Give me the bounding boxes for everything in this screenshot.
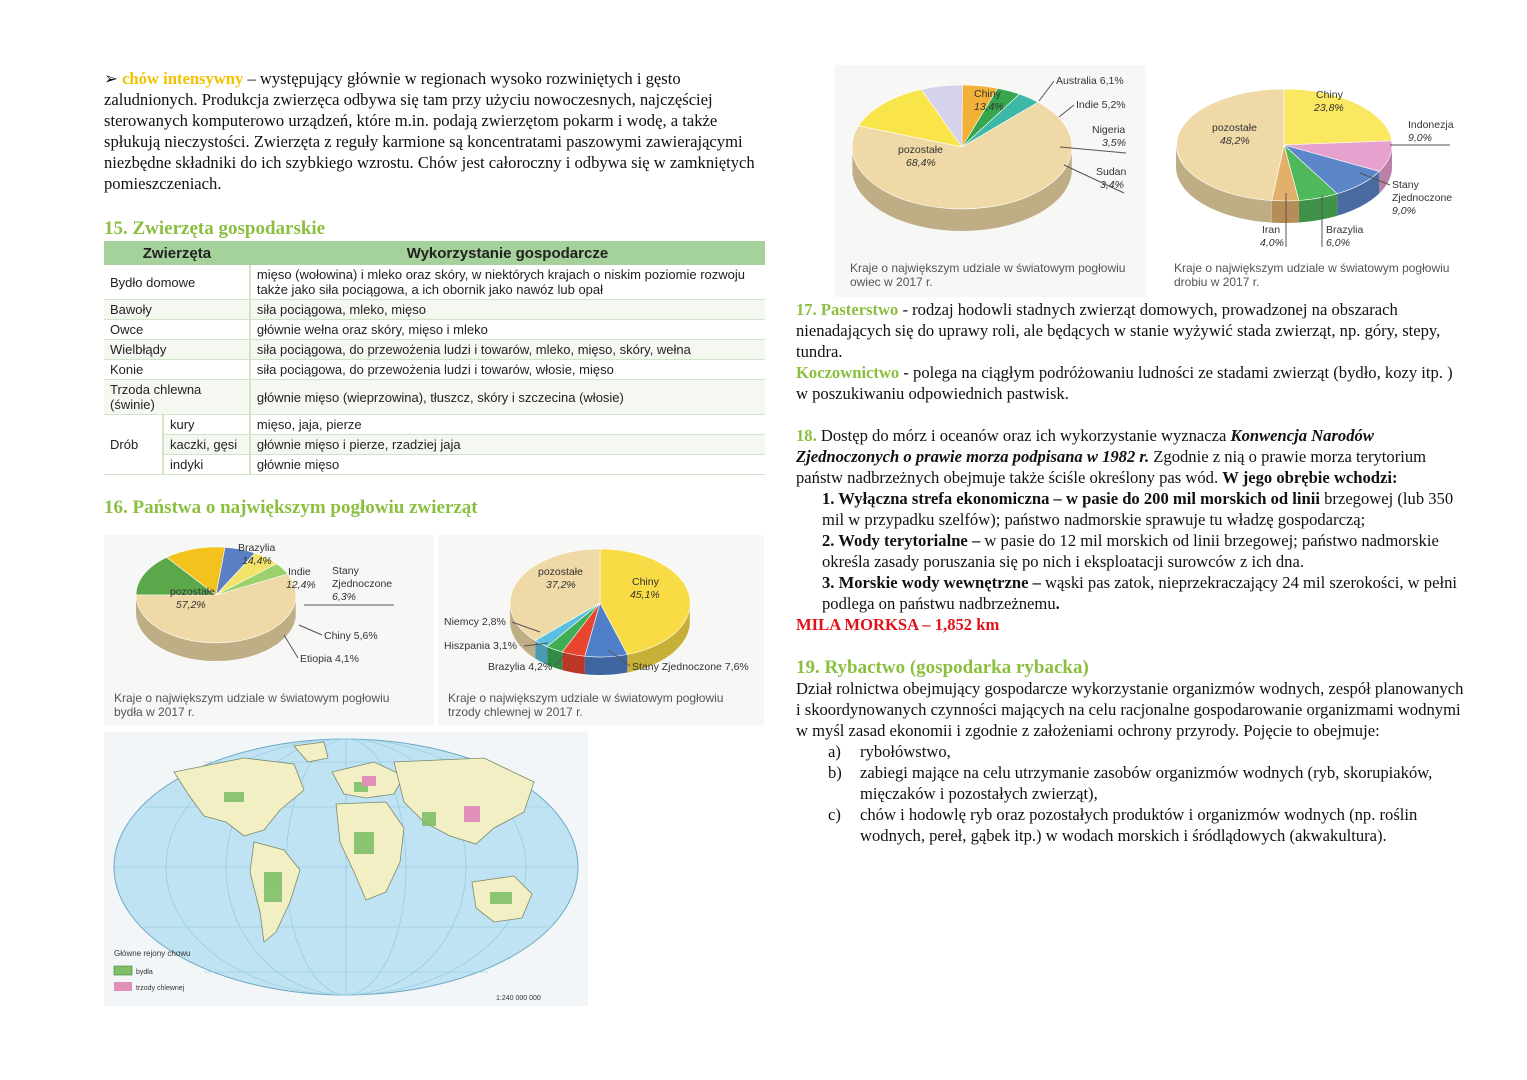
list-item bbox=[796, 741, 1464, 762]
pigs-label-germany: Niemcy 2,8% bbox=[444, 616, 506, 628]
table-cell-use: siła pociągowa, mleko, mięso bbox=[250, 300, 765, 320]
s18-item-3 bbox=[822, 572, 1464, 614]
cattle-label-rest: pozostałe bbox=[170, 586, 215, 598]
section-19-title: 19. Rybactwo (gospodarka rybacka) bbox=[796, 657, 1089, 678]
table-cell-use: siła pociągowa, do przewożenia ludzi i towarów, mleko, mięso, skóry, wełna bbox=[250, 340, 765, 360]
world-map bbox=[104, 732, 588, 1006]
cattle-value-rest: 57,2% bbox=[176, 599, 206, 611]
cattle-label-ethiopia: Etiopia 4,1% bbox=[300, 653, 359, 665]
list-item-text: zabiegi mające na celu utrzymanie zasobów organizmów wodnych (ryb, skorupiaków, mięczaków i pozostałych zwierząt), bbox=[860, 763, 1433, 803]
s19-list bbox=[796, 741, 1464, 846]
world-map-svg bbox=[104, 732, 588, 1006]
sheep-leader-australia bbox=[1039, 81, 1054, 101]
poultry-value-iran: 4,0% bbox=[1260, 237, 1284, 249]
table-cell-animal: kaczki, gęsi bbox=[163, 435, 250, 455]
cattle-value-india: 12,4% bbox=[286, 579, 316, 591]
pigs-value-china: 45,1% bbox=[630, 589, 660, 601]
intensive-term: chów intensywny bbox=[122, 69, 244, 88]
table-row bbox=[104, 415, 765, 435]
poultry-value-china: 23,8% bbox=[1314, 102, 1344, 114]
table-row bbox=[104, 265, 765, 300]
poultry-value-indonesia: 9,0% bbox=[1408, 132, 1432, 144]
table-cell-animal: Trzoda chlewna (świnie) bbox=[104, 380, 250, 415]
table-row bbox=[104, 435, 765, 455]
livestock-table bbox=[104, 241, 765, 475]
table-header-use: Wykorzystanie gospodarcze bbox=[250, 241, 765, 265]
pigs-chart bbox=[438, 535, 764, 725]
cattle-label-brazil: Brazylia bbox=[238, 542, 276, 554]
table-row bbox=[104, 455, 765, 475]
table-cell-animal: Konie bbox=[104, 360, 250, 380]
nautical-mile: MILA MORKSA – 1,852 km bbox=[796, 615, 1000, 634]
left-column bbox=[104, 68, 776, 519]
pigs-label-china: Chiny bbox=[632, 576, 659, 588]
s18-item-2-bold: 2. Wody terytorialne – bbox=[822, 531, 981, 550]
sheep-label-nigeria: Nigeria bbox=[1092, 124, 1126, 136]
sheep-label-australia: Australia 6,1% bbox=[1056, 75, 1124, 87]
s18-mid: Zgodnie z nią o prawie morza terytorium państw nadbrzeżnych obejmuje także ściśle określony pas wód. bbox=[796, 447, 1427, 487]
list-marker: b) bbox=[828, 763, 842, 782]
map-legend-title: Główne rejony chowu bbox=[114, 949, 191, 958]
s18-item-3-dot: . bbox=[1055, 594, 1060, 613]
sheep-pie-svg bbox=[834, 65, 1146, 255]
table-header-animals: Zwierzęta bbox=[104, 241, 250, 265]
pasterstwo-text: - rodzaj hodowli stadnych zwierząt domowych, prowadzonej na obszarach nienadających się do uprawy roli, ale będących w stanie wyżywić stada zwierząt, np. góry, stepy, tundra. bbox=[796, 300, 1441, 361]
cattle-label-china: Chiny 5,6% bbox=[324, 630, 378, 642]
sheep-label-rest: pozostałe bbox=[898, 144, 943, 156]
poultry-label-usa1: Stany bbox=[1392, 179, 1419, 191]
table-cell-use: głównie mięso i pierze, rzadziej jaja bbox=[250, 435, 765, 455]
map-scale: 1:240 000 000 bbox=[496, 995, 541, 1002]
section-15-title: 15. Zwierzęta gospodarskie bbox=[104, 218, 326, 239]
poultry-label-rest: pozostałe bbox=[1212, 122, 1257, 134]
poultry-label-brazil: Brazylia bbox=[1326, 224, 1364, 236]
pigs-value-rest: 37,2% bbox=[546, 579, 576, 591]
table-cell-use: głównie mięso (wieprzowina), tłuszcz, skóry i szczecina (włosie) bbox=[250, 380, 765, 415]
section-17-num: 17. bbox=[796, 300, 817, 319]
cattle-label-usa2: Zjednoczone bbox=[332, 578, 393, 590]
sheep-caption: Kraje o największym udziale w światowym pogłowiu owiec w 2017 r. bbox=[850, 261, 1126, 289]
poultry-label-usa2: Zjednoczone bbox=[1392, 192, 1453, 204]
table-cell-use: siła pociągowa, do przewożenia ludzi i towarów, włosie, mięso bbox=[250, 360, 765, 380]
sheep-value-rest: 68,4% bbox=[906, 157, 936, 169]
s18-item-3-text: wąski pas zatok, nieprzekraczający 24 mil szerokości, w pełni podlega on państwu nadbrzeżnemu bbox=[822, 573, 1457, 613]
cattle-leader-ethiopia bbox=[284, 635, 298, 658]
pigs-label-rest: pozostałe bbox=[538, 566, 583, 578]
list-item-text: rybołówstwo, bbox=[860, 742, 951, 761]
s18-item-3-bold: 3. Morskie wody wewnętrzne – bbox=[822, 573, 1041, 592]
table-cell-use: głównie wełna oraz skóry, mięso i mleko bbox=[250, 320, 765, 340]
s18-bold-end: W jego obrębie wchodzi: bbox=[1222, 468, 1398, 487]
bullet-marker: ➢ bbox=[104, 69, 118, 88]
cattle-leader-china bbox=[299, 625, 322, 635]
table-row bbox=[104, 300, 765, 320]
s18-item-2 bbox=[822, 530, 1464, 572]
table-cell-use: mięso, jaja, pierze bbox=[250, 415, 765, 435]
legend-pigs-swatch bbox=[114, 982, 132, 991]
table-cell-animal: Wielbłądy bbox=[104, 340, 250, 360]
pigs-label-usa: Stany Zjednoczone 7,6% bbox=[632, 661, 749, 673]
s18-item-1-text: brzegowej (lub 350 mil w przypadku szelfów); państwo nadmorskie sprawuje tu władzę gospodarczą; bbox=[822, 489, 1454, 529]
legend-cattle-swatch bbox=[114, 966, 132, 975]
s18-item-1 bbox=[822, 488, 1464, 530]
table-cell-use: mięso (wołowina) i mleko oraz skóry, w niektórych krajach o niskim poziomie rozwoju także jako siła pociągowa, a ich obornik jako nawóz lub opał bbox=[250, 265, 765, 300]
term-pasterstwo: Pasterstwo bbox=[820, 300, 899, 319]
pigs-label-brazil: Brazylia 4,2% bbox=[488, 661, 553, 673]
pie-side-iran bbox=[1272, 201, 1299, 224]
cattle-value-usa: 6,3% bbox=[332, 591, 356, 603]
s18-intro: Dostęp do mórz i oceanów oraz ich wykorzystanie wyznacza bbox=[816, 426, 1231, 445]
cattle-pie-svg bbox=[104, 535, 434, 685]
cattle-caption: Kraje o największym udziale w światowym pogłowiu bydła w 2017 r. bbox=[114, 691, 390, 719]
pigs-label-spain: Hiszpania 3,1% bbox=[444, 640, 517, 652]
s19-text: Dział rolnictwa obejmujący gospodarcze wykorzystanie organizmów wodnych, zespół planowanych i skoordynowanych czynności mających na celu racjonalne gospodarowanie organizmami wodnymi w myśl zasad ekonomii i zgodnie z założeniami ochrony przyrody. Pojęcie to obejmuje: bbox=[796, 679, 1464, 740]
s18-convention: Konwencja Narodów Zjednoczonych o prawie morza podpisana w 1982 r. bbox=[796, 426, 1374, 466]
poultry-value-usa: 9,0% bbox=[1392, 205, 1416, 217]
section-16-title: 16. Państwa o największym pogłowiu zwierząt bbox=[104, 497, 478, 518]
cattle-value-brazil: 14,4% bbox=[242, 555, 272, 567]
s18-item-2-text: w pasie do 12 mil morskich od linii brzegowej; państwo nadmorskie określa zasady poruszania się po nich i eksploatacji surowców z ich dna. bbox=[822, 531, 1439, 571]
sheep-label-sudan: Sudan bbox=[1096, 166, 1127, 178]
cattle-chart bbox=[104, 535, 434, 725]
sheep-value-nigeria: 3,5% bbox=[1102, 137, 1126, 149]
list-marker: a) bbox=[828, 742, 841, 761]
table-cell-use: głównie mięso bbox=[250, 455, 765, 475]
section-18-num: 18. bbox=[796, 426, 817, 445]
table-cell-animal: Bawoły bbox=[104, 300, 250, 320]
table-row bbox=[104, 340, 765, 360]
koczownictwo-text: - polega na ciągłym podróżowaniu ludności ze stadami zwierząt (bydło, kozy itp. ) w poszukiwaniu odpowiednich pastwisk. bbox=[796, 363, 1453, 403]
poultry-chart bbox=[1164, 65, 1464, 297]
list-marker: c) bbox=[828, 805, 841, 824]
list-item bbox=[796, 804, 1464, 846]
table-cell-poultry-group: Drób bbox=[104, 415, 163, 475]
list-item bbox=[796, 762, 1464, 804]
pie-side-stany-zjednoczone bbox=[585, 655, 628, 676]
table-cell-animal: kury bbox=[163, 415, 250, 435]
s18-list bbox=[796, 488, 1464, 614]
list-item-text: chów i hodowlę ryb oraz pozostałych produktów i organizmów wodnych (np. roślin wodnych, pereł, gąbek itp.) w wodach morskich i śródlądowych (akwakultura). bbox=[860, 805, 1418, 845]
cattle-label-india: Indie bbox=[288, 566, 311, 578]
section-18 bbox=[796, 425, 1464, 488]
poultry-caption: Kraje o największym udziale w światowym pogłowiu drobiu w 2017 r. bbox=[1174, 261, 1450, 289]
cattle-label-usa1: Stany bbox=[332, 565, 359, 577]
pigs-pie-svg bbox=[438, 535, 764, 685]
map-legend-cattle: bydła bbox=[136, 969, 153, 976]
table-row bbox=[104, 320, 765, 340]
section-17 bbox=[796, 299, 1464, 404]
s18-item-1-bold: 1. Wyłączna strefa ekonomiczna – w pasie do 200 mil morskich od linii bbox=[822, 489, 1320, 508]
table-cell-animal: indyki bbox=[163, 455, 250, 475]
sheep-value-china: 13,4% bbox=[974, 101, 1004, 113]
table-row bbox=[104, 380, 765, 415]
pigs-caption: Kraje o największym udziale w światowym pogłowiu trzody chlewnej w 2017 r. bbox=[448, 691, 724, 719]
poultry-pie-svg bbox=[1164, 65, 1464, 255]
intensive-text: – występujący głównie w regionach wysoko rozwiniętych i gęsto zaludnionych. Produkcja zwierzęca odbywa się tam przy użyciu nowoczesnych, najczęściej sterowanych komputerowo urządzeń, które m.in. podają zwierzętom pokarm i wodę, a także spłukują nieczystości. Zwierzęta z reguły karmione są koncentratami paszowymi zawierającymi niezbędne składniki do ich szybkiego wzrostu. Chów jest całoroczny i odbywa się w zamkniętych pomieszczeniach. bbox=[104, 69, 755, 193]
sheep-leader-india bbox=[1059, 105, 1074, 117]
sheep-label-china: Chiny bbox=[974, 88, 1001, 100]
table-cell-animal: Bydło domowe bbox=[104, 265, 250, 300]
sheep-chart bbox=[834, 65, 1146, 297]
intensive-paragraph bbox=[104, 68, 776, 194]
sheep-value-sudan: 3,4% bbox=[1100, 179, 1124, 191]
poultry-label-china: Chiny bbox=[1316, 89, 1343, 101]
sheep-label-india: Indie 5,2% bbox=[1076, 99, 1126, 111]
poultry-label-indonesia: Indonezja bbox=[1408, 119, 1454, 131]
term-koczownictwo: Koczownictwo bbox=[796, 363, 900, 382]
poultry-label-iran: Iran bbox=[1262, 224, 1281, 236]
table-cell-animal: Owce bbox=[104, 320, 250, 340]
map-legend-pigs: trzody chlewnej bbox=[136, 985, 185, 992]
poultry-value-brazil: 6,0% bbox=[1326, 237, 1350, 249]
table-row bbox=[104, 360, 765, 380]
poultry-value-rest: 48,2% bbox=[1220, 135, 1250, 147]
right-column bbox=[796, 299, 1464, 846]
